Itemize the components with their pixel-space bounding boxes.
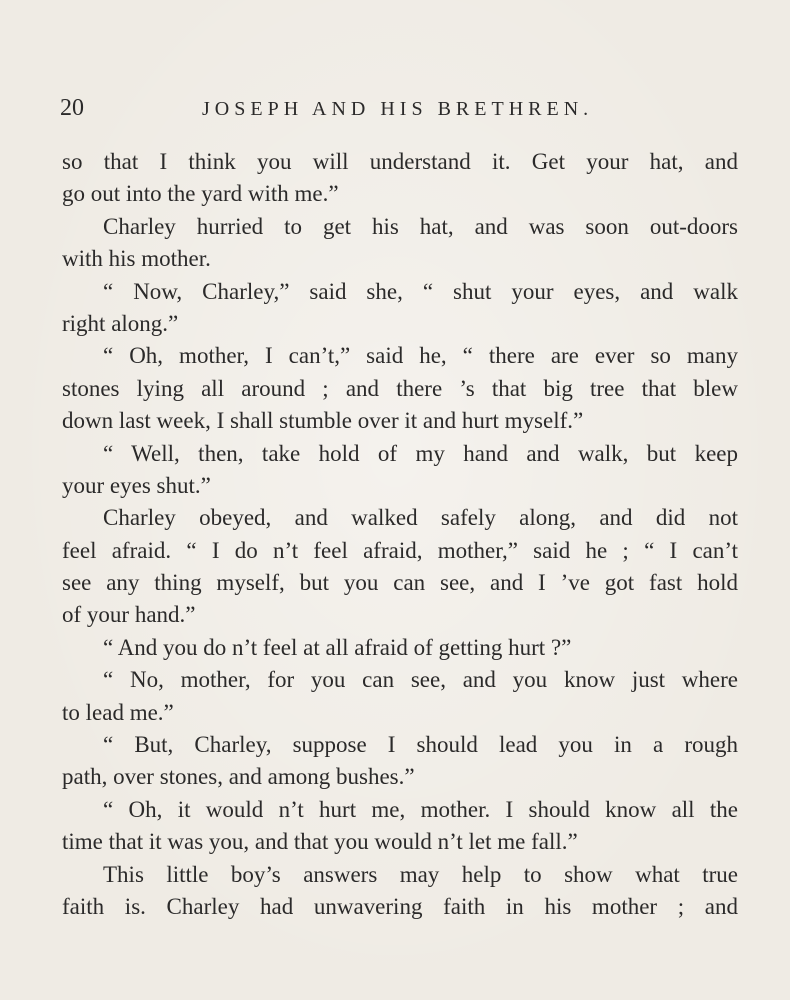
text-line: “ Well, then, take hold of my hand and walk, but keep	[103, 440, 738, 466]
text-line: “ Oh, mother, I can’t,” said he, “ there are ever so many	[103, 343, 738, 369]
text-line: down last week, I shall stumble over it and hurt myself.”	[62, 408, 584, 434]
text-line: so that I think you will understand it. Get your hat, and	[62, 149, 738, 174]
running-title: JOSEPH AND HIS BRETHREN.	[202, 98, 594, 120]
text-line: stones lying all around ; and there ’s that big tree that blew	[62, 375, 738, 401]
text-line: Charley obeyed, and walked safely along, and did not	[103, 505, 738, 531]
text-line: Charley hurried to get his hat, and was soon out-doors	[103, 213, 738, 239]
text-line: “ No, mother, for you can see, and you know just where	[103, 667, 738, 693]
text-line: time that it was you, and that you would n’t let me fall.”	[62, 829, 578, 855]
text-line: This little boy’s answers may help to show what true	[103, 861, 738, 887]
text-line: go out into the yard with me.”	[62, 181, 339, 207]
page-number: 20	[60, 95, 84, 121]
text-line: “ But, Charley, suppose I should lead you in a rough	[103, 732, 738, 758]
text-line: right along.”	[62, 310, 179, 336]
text-line: faith is. Charley had unwavering faith in his mother ; and	[62, 893, 738, 919]
text-line: see any thing myself, but you can see, and I ’ve got fast hold	[62, 570, 738, 596]
text-line: to lead me.”	[62, 699, 174, 725]
text-line: “ And you do n’t feel at all afraid of getting hurt ?”	[103, 634, 572, 660]
body-text	[62, 146, 738, 923]
text-line: with his mother.	[62, 246, 211, 272]
text-line: feel afraid. “ I do n’t feel afraid, mother,” said he ; “ I can’t	[62, 537, 738, 563]
text-line: “ Oh, it would n’t hurt me, mother. I should know all the	[103, 796, 738, 822]
text-line: “ Now, Charley,” said she, “ shut your eyes, and walk	[103, 278, 738, 304]
text-line: path, over stones, and among bushes.”	[62, 764, 415, 790]
text-line: your eyes shut.”	[62, 472, 211, 498]
text-line: of your hand.”	[62, 602, 196, 628]
page-header	[60, 95, 740, 135]
